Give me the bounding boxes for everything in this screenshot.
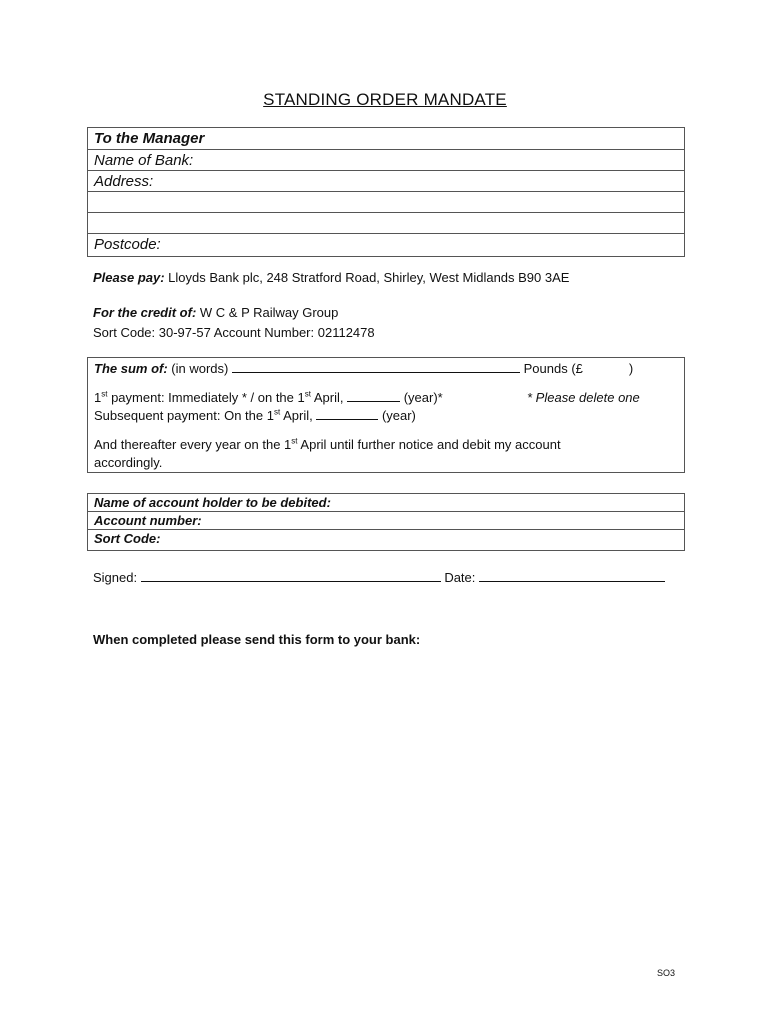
thereafter-line-2: accordingly. <box>94 455 163 470</box>
pounds-label: Pounds (£ <box>523 361 583 376</box>
first-payment-text: payment: Immediately * / on the 1 <box>107 390 305 405</box>
sum-label: The sum of: <box>94 361 168 376</box>
signature-line <box>93 570 665 585</box>
to-manager-row: To the Manager <box>88 128 684 150</box>
subsequent-payment-line <box>94 408 416 423</box>
address-line-2-field[interactable] <box>88 192 684 213</box>
date-blank[interactable] <box>479 570 665 582</box>
credit-label: For the credit of: <box>93 305 197 320</box>
thereafter-st: st <box>291 436 298 446</box>
first-payment-line <box>94 390 443 405</box>
in-words-label: (in words) <box>171 361 229 376</box>
account-holder-field[interactable]: Name of account holder to be debited: <box>88 494 684 512</box>
sum-words-blank[interactable] <box>232 361 520 373</box>
first-april-st: st <box>304 389 311 399</box>
first-payment-st: st <box>101 389 108 399</box>
postcode-field[interactable]: Postcode: <box>94 236 161 253</box>
address-line-3-field[interactable] <box>88 213 684 234</box>
first-payment-april: April, <box>310 390 348 405</box>
delete-note: * Please delete one <box>527 390 640 405</box>
sum-box <box>87 357 685 473</box>
account-sort-code-field[interactable]: Sort Code: <box>94 531 161 546</box>
address-field[interactable]: Address: <box>88 171 684 192</box>
first-payment-year: (year)* <box>400 390 443 405</box>
thereafter-line <box>94 437 561 452</box>
sum-line <box>94 361 633 376</box>
first-payment-1: 1 <box>94 390 102 405</box>
subsequent-st: st <box>273 407 281 417</box>
form-code: SO3 <box>657 968 676 978</box>
subsequent-year-blank[interactable] <box>316 408 378 420</box>
credit-value: W C & P Railway Group <box>199 305 339 320</box>
send-note: When completed please send this form to your bank: <box>93 632 421 647</box>
please-pay-line <box>93 270 569 285</box>
first-payment-year-blank[interactable] <box>347 390 400 402</box>
thereafter-text-a: And thereafter every year on the 1 <box>94 437 292 452</box>
please-pay-value: Lloyds Bank plc, 248 Stratford Road, Shirley, West Midlands B90 3AE <box>168 270 570 285</box>
pounds-close: ) <box>628 361 634 376</box>
subsequent-april: April, <box>280 408 317 423</box>
subsequent-year: (year) <box>378 408 416 423</box>
thereafter-text-b: April until further notice and debit my account <box>297 437 561 452</box>
bank-name-field[interactable]: Name of Bank: <box>88 150 684 171</box>
page-title: STANDING ORDER MANDATE <box>263 90 507 109</box>
date-label: Date: <box>440 570 479 585</box>
account-number-field[interactable]: Account number: <box>88 512 684 530</box>
account-holder-box <box>87 493 685 551</box>
bank-details-box <box>87 127 685 257</box>
subsequent-text: Subsequent payment: On the 1 <box>94 408 274 423</box>
signed-label: Signed: <box>93 570 141 585</box>
sort-code-account-line: Sort Code: 30-97-57 Account Number: 02112478 <box>93 325 375 340</box>
signature-blank[interactable] <box>141 570 441 582</box>
please-pay-label: Please pay: <box>93 270 165 285</box>
credit-line <box>93 305 338 320</box>
